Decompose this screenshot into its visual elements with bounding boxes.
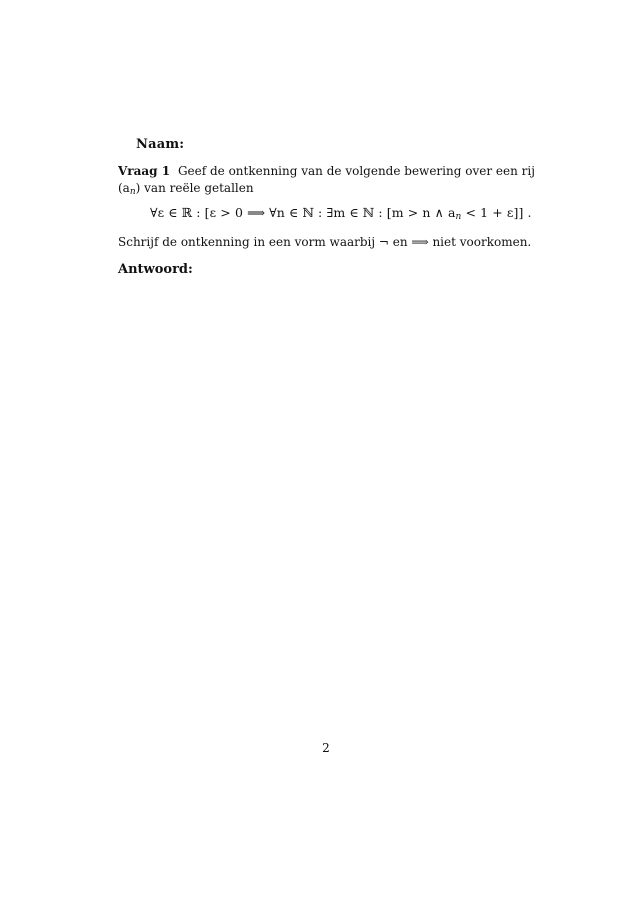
question-number: Vraag 1: [118, 164, 171, 178]
question-text-after: van reële getallen: [144, 181, 254, 195]
question-text-before: Geef de ontkenning van de volgende bewering over een rij: [177, 164, 535, 178]
answer-label: Antwoord:: [118, 262, 193, 277]
logical-formula: ∀ε ∈ ℝ : [ε > 0 ⟹ ∀n ∈ ℕ : ∃m ∈ ℕ : [m > n ∧ $a_n < 1 + \varepsilon$]] .: [150, 205, 532, 222]
question-1: [118, 163, 538, 201]
instruction-text: Schrijf de ontkenning in een vorm waarbij ¬ en ⟹ niet voorkomen.: [118, 235, 532, 249]
name-label: Naam:: [136, 137, 185, 152]
page-number: 2: [322, 741, 330, 755]
sequence-notation: $(a_n)$: [118, 181, 141, 197]
